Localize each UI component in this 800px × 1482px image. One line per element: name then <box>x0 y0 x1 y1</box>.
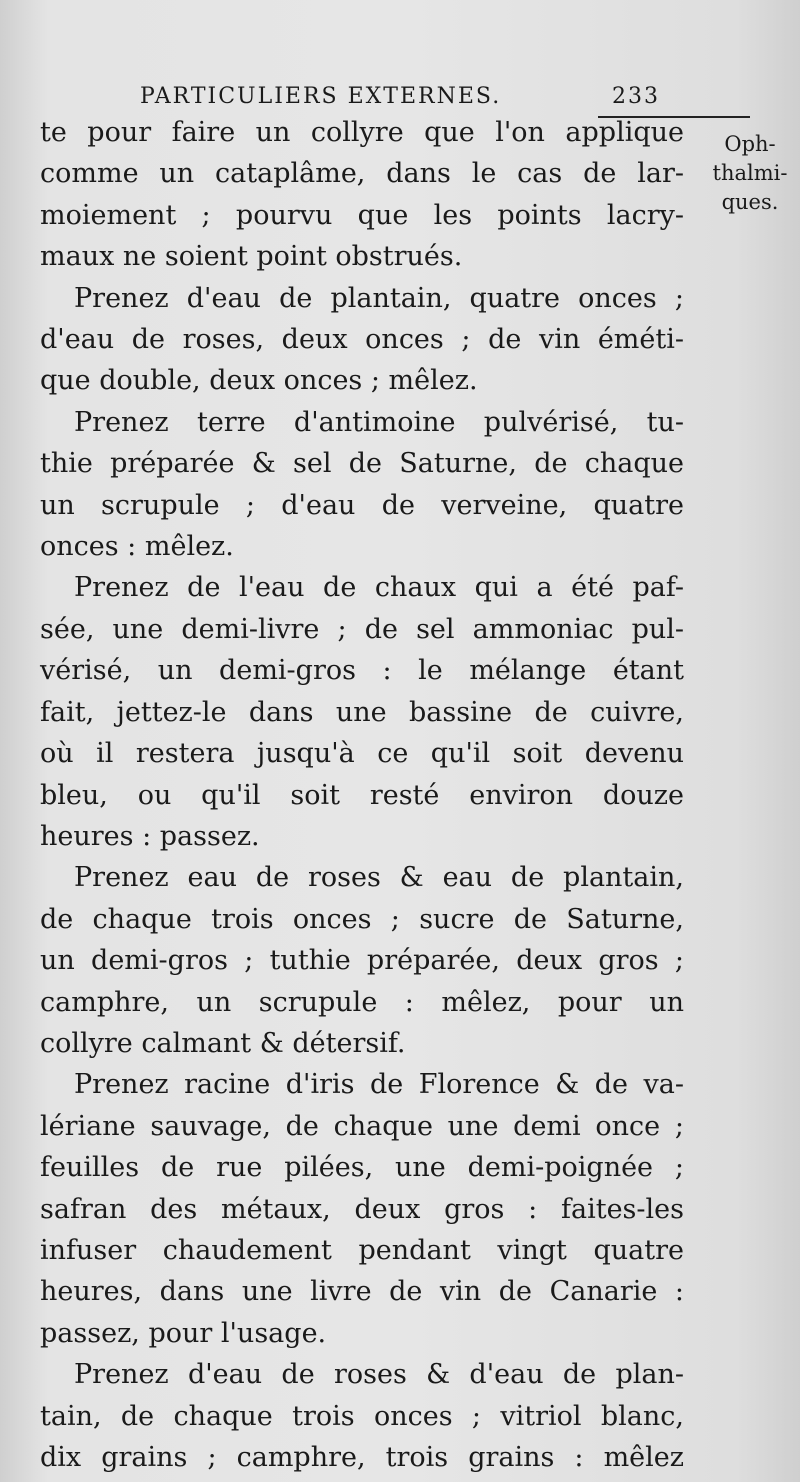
paragraph <box>40 1354 684 1478</box>
text-line: safran des métaux, deux gros : faites-les <box>40 1193 684 1225</box>
text-line: heures : passez. <box>40 820 260 852</box>
margin-note-line: thalmi- <box>712 161 788 185</box>
text-line: Prenez d'eau de roses & d'eau de plan- <box>74 1359 684 1391</box>
text-line: Prenez de l'eau de chaux qui a été paf- <box>74 572 684 604</box>
page-number: 233 <box>612 84 660 109</box>
text-line: infuser chaudement pendant vingt quatre <box>40 1234 684 1266</box>
text-line: un scrupule ; d'eau de verveine, quatre <box>40 489 684 521</box>
text-line: de chaque trois onces ; sucre de Saturne, <box>40 903 684 935</box>
text-line: Prenez racine d'iris de Florence & de va- <box>74 1069 684 1101</box>
paragraph <box>40 402 684 568</box>
running-head-title: PARTICULIERS EXTERNES. <box>140 84 502 109</box>
paragraph <box>40 112 684 278</box>
text-line: vérisé, un demi-gros : le mélange étant <box>40 655 684 687</box>
text-line: heures, dans une livre de vin de Canarie : <box>40 1276 684 1308</box>
running-head <box>140 84 660 109</box>
text-line: dix grains ; camphre, trois grains : mêlez <box>40 1442 684 1473</box>
text-line: bleu, ou qu'il soit resté environ douze <box>40 779 684 811</box>
text-line: où il restera jusqu'à ce qu'il soit devenu <box>40 738 684 770</box>
text-line: maux ne soient point obstrués. <box>40 241 463 273</box>
text-line: Prenez d'eau de plantain, quatre onces ; <box>74 282 684 314</box>
paragraph <box>40 1064 684 1354</box>
text-line: te pour faire un collyre que l'on applique <box>40 117 684 148</box>
text-line: collyre calmant & détersif. <box>40 1027 406 1059</box>
text-line: que double, deux onces ; mêlez. <box>40 365 478 397</box>
paragraph <box>40 278 684 402</box>
margin-note <box>702 130 798 217</box>
text-line: un demi-gros ; tuthie préparée, deux gros ; <box>40 945 684 977</box>
paragraph <box>40 857 684 1064</box>
margin-note-line: ques. <box>721 190 779 214</box>
text-line: Prenez eau de roses & eau de plantain, <box>74 862 684 894</box>
margin-note-line: Oph- <box>724 132 776 156</box>
text-line: comme un cataplâme, dans le cas de lar- <box>40 158 684 190</box>
text-line: tain, de chaque trois onces ; vitriol blanc, <box>40 1400 684 1432</box>
text-line: onces : mêlez. <box>40 531 234 563</box>
text-line: Prenez terre d'antimoine pulvérisé, tu- <box>74 406 684 438</box>
text-line: lériane sauvage, de chaque une demi once ; <box>40 1110 684 1142</box>
text-line: d'eau de roses, deux onces ; de vin éméti- <box>40 324 684 356</box>
text-line: thie préparée & sel de Saturne, de chaque <box>40 448 684 480</box>
text-line: fait, jettez-le dans une bassine de cuivre, <box>40 696 684 728</box>
text-line: camphre, un scrupule : mêlez, pour un <box>40 986 684 1018</box>
text-line: moiement ; pourvu que les points lacry- <box>40 199 684 231</box>
paragraph <box>40 567 684 857</box>
text-line: feuilles de rue pilées, une demi-poignée ; <box>40 1152 684 1184</box>
text-line: sée, une demi-livre ; de sel ammoniac pul- <box>40 613 684 645</box>
body-text <box>40 112 684 1478</box>
text-line: passez, pour l'usage. <box>40 1317 327 1349</box>
